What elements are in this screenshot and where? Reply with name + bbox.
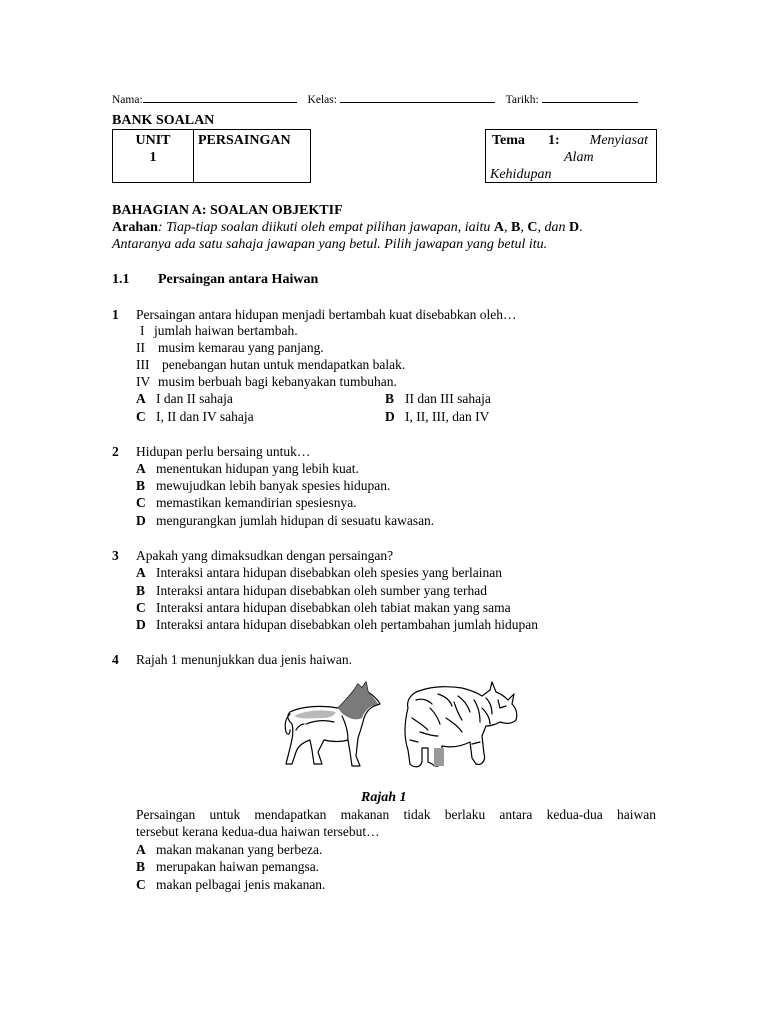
roman-numeral: II [136, 340, 145, 355]
option-letter: A [136, 391, 146, 406]
q2-option-b[interactable] [136, 477, 390, 494]
q2-stem: Hidupan perlu bersaing untuk… [136, 444, 311, 459]
roman-numeral: III [136, 357, 150, 372]
option-text: makan pelbagai jenis makanan. [156, 877, 326, 892]
roman-numeral: I [140, 323, 145, 338]
q3-option-b[interactable] [136, 582, 487, 599]
q1-statement [136, 339, 324, 356]
option-letter: C [136, 877, 146, 892]
q2-number: 2 [112, 444, 119, 459]
tarikh-field[interactable] [542, 90, 638, 103]
option-text: mengurangkan jumlah hidupan di sesuatu kawasan. [156, 513, 435, 528]
option-letter: A [136, 461, 146, 476]
statement-text: musim kemarau yang panjang. [158, 340, 324, 355]
tema-word2: Alam [564, 150, 594, 165]
statement-text: musim berbuah bagi kebanyakan tumbuhan. [158, 374, 397, 389]
tema-word3: Kehidupan [490, 167, 552, 182]
tema-word1: Menyiasat [589, 133, 648, 148]
unit-label: UNIT [135, 133, 171, 148]
option-text: I, II dan IV sahaja [156, 409, 254, 424]
nama-label: Nama: [112, 94, 143, 106]
q1-stem: Persaingan antara hidupan menjadi bertambah kuat disebabkan oleh… [136, 307, 517, 322]
option-text: Interaksi antara hidupan disebabkan oleh spesies yang berlainan [156, 565, 503, 580]
statement-text: penebangan hutan untuk mendapatkan balak. [162, 357, 406, 372]
option-text: mewujudkan lebih banyak spesies hidupan. [156, 478, 391, 493]
option-text: merupakan haiwan pemangsa. [156, 859, 320, 874]
option-text: II dan III sahaja [405, 391, 491, 406]
rhinoceros-illustration [398, 678, 522, 778]
option-letter: A [136, 842, 146, 857]
option-text: Interaksi antara hidupan disebabkan oleh tabiat makan yang sama [156, 600, 511, 615]
unit-name: PERSAINGAN [198, 133, 291, 148]
arahan-label: Arahan [112, 220, 158, 235]
q1-statement [136, 356, 405, 373]
arahan-line1 [112, 219, 583, 236]
unit-number: 1 [149, 150, 157, 165]
arahan-dot: . [579, 220, 583, 235]
arahan-text: : Tiap-tiap soalan diikuti oleh empat pilihan jawapan, iaitu [157, 220, 494, 235]
q3-number: 3 [112, 548, 119, 563]
q1-number: 1 [112, 307, 119, 322]
option-text: makan makanan yang berbeza. [156, 842, 323, 857]
tema-number: 1: [548, 133, 560, 148]
option-letter: B [385, 391, 395, 406]
option-letter: D [385, 409, 395, 424]
q3-option-d[interactable] [136, 616, 538, 633]
option-letter: C [136, 495, 146, 510]
option-letter: D [136, 617, 146, 632]
q1-option-d[interactable] [385, 408, 489, 425]
option-letter: A [136, 565, 146, 580]
arahan-sep: , [520, 220, 528, 235]
nama-field[interactable] [143, 90, 297, 103]
q1-option-c[interactable] [136, 408, 254, 425]
option-letter: B [136, 583, 146, 598]
q4-stem: Rajah 1 menunjukkan dua jenis haiwan. [136, 652, 352, 667]
option-letter: C [136, 600, 146, 615]
option-letter: B [136, 859, 146, 874]
q3-stem: Apakah yang dimaksudkan dengan persaingan? [136, 548, 394, 563]
section-title: BAHAGIAN A: SOALAN OBJEKTIF [112, 203, 343, 218]
option-letter: D [136, 513, 146, 528]
arahan-b: B [511, 220, 521, 235]
unit-name-cell [193, 129, 311, 183]
q2-option-a[interactable] [136, 460, 359, 477]
tarikh-label: Tarikh: [505, 94, 539, 106]
q1-statement [136, 373, 397, 390]
bank-title: BANK SOALAN [112, 113, 215, 128]
tema-label: Tema [492, 133, 525, 148]
arahan-line2: Antaranya ada satu sahaja jawapan yang betul. Pilih jawapan yang betul itu. [112, 237, 548, 252]
q4-number: 4 [112, 652, 119, 667]
q4-option-a[interactable] [136, 841, 322, 858]
q2-option-c[interactable] [136, 494, 357, 511]
arahan-c: C [527, 220, 538, 235]
roman-numeral: IV [136, 374, 151, 389]
kelas-field[interactable] [340, 90, 495, 103]
q4-option-b[interactable] [136, 858, 319, 875]
q2-option-d[interactable] [136, 512, 434, 529]
q3-option-a[interactable] [136, 564, 502, 581]
subsection-number: 1.1 [112, 272, 130, 287]
arahan-sep: , [504, 220, 512, 235]
q3-option-c[interactable] [136, 599, 511, 616]
q4-paragraph-line2: tersebut kerana kedua-dua haiwan tersebut… [136, 824, 380, 840]
q1-option-b[interactable] [385, 390, 491, 407]
option-text: memastikan kemandirian spesiesnya. [156, 495, 357, 510]
figure-caption: Rajah 1 [361, 790, 407, 805]
arahan-d: D [569, 220, 580, 235]
student-info-line [112, 90, 638, 107]
option-text: I, II, III, dan IV [405, 409, 490, 424]
tema-cell [485, 129, 657, 183]
option-letter: B [136, 478, 146, 493]
option-letter: C [136, 409, 146, 424]
option-text: menentukan hidupan yang lebih kuat. [156, 461, 359, 476]
arahan-a: A [493, 220, 505, 235]
q1-option-a[interactable] [136, 390, 233, 407]
option-text: I dan II sahaja [156, 391, 233, 406]
q4-paragraph [136, 806, 656, 841]
subsection-title: Persaingan antara Haiwan [158, 272, 319, 287]
arahan-dan: , dan [537, 220, 569, 235]
statement-text: jumlah haiwan bertambah. [154, 323, 298, 338]
q4-option-c[interactable] [136, 876, 325, 893]
wolf-illustration [282, 680, 384, 770]
q1-statement [140, 322, 298, 339]
unit-number-cell [112, 129, 194, 183]
kelas-label: Kelas: [307, 94, 337, 106]
option-text: Interaksi antara hidupan disebabkan oleh pertambahan jumlah hidupan [156, 617, 538, 632]
q4-paragraph-line1: Persaingan untuk mendapatkan makanan tidak berlaku antara kedua-dua haiwan [136, 807, 656, 822]
option-text: Interaksi antara hidupan disebabkan oleh sumber yang terhad [156, 583, 488, 598]
